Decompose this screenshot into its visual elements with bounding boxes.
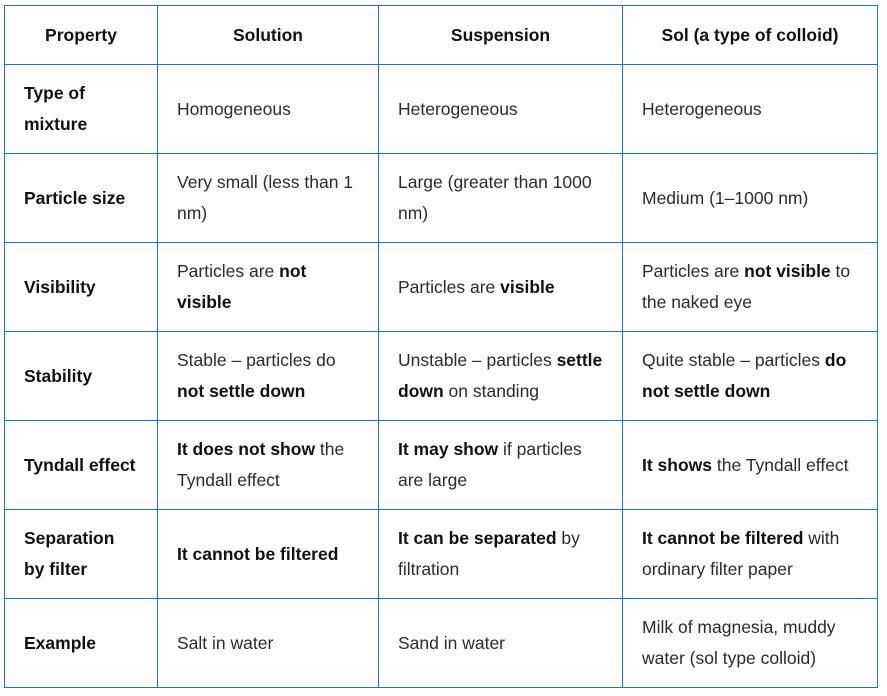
cell-emphasis: It does not show xyxy=(177,439,316,459)
row-property-label: Stability xyxy=(5,332,158,421)
row-property-label: Visibility xyxy=(5,243,158,332)
cell-text: to the naked eye xyxy=(642,261,851,312)
cell-emphasis: It may show xyxy=(398,439,499,459)
table-row xyxy=(5,332,878,421)
sol-cell: Heterogeneous xyxy=(623,65,878,154)
row-property-label: Separation by filter xyxy=(5,510,158,599)
cell-emphasis: do not settle down xyxy=(642,350,847,401)
sol-cell xyxy=(623,421,878,510)
cell-text: Unstable – particles xyxy=(398,350,557,370)
cell-text: the Tyndall effect xyxy=(712,454,849,475)
cell-text: Quite stable – particles xyxy=(642,350,825,370)
cell-emphasis: It cannot be filtered xyxy=(642,528,804,548)
suspension-cell xyxy=(379,332,623,421)
suspension-cell xyxy=(379,510,623,599)
suspension-cell: Large (greater than 1000 nm) xyxy=(379,154,623,243)
row-property-label: Tyndall effect xyxy=(5,421,158,510)
header-solution: Solution xyxy=(158,6,379,65)
table-row xyxy=(5,65,878,154)
table-row xyxy=(5,421,878,510)
cell-text: with ordinary filter paper xyxy=(642,528,840,579)
cell-emphasis: It cannot be filtered xyxy=(177,543,339,564)
row-property-label: Particle size xyxy=(5,154,158,243)
comparison-table xyxy=(4,5,878,688)
solution-cell: Very small (less than 1 nm) xyxy=(158,154,379,243)
cell-text: Particles are xyxy=(398,276,501,297)
cell-text: on standing xyxy=(443,381,540,401)
header-sol: Sol (a type of colloid) xyxy=(623,6,878,65)
sol-cell xyxy=(623,332,878,421)
cell-emphasis: not settle down xyxy=(177,381,306,401)
solution-cell xyxy=(158,243,379,332)
solution-cell xyxy=(158,332,379,421)
cell-text: the Tyndall effect xyxy=(177,439,345,490)
solution-cell: Salt in water xyxy=(158,599,379,688)
solution-cell: Homogeneous xyxy=(158,65,379,154)
cell-emphasis: not visible xyxy=(177,261,307,312)
solution-cell xyxy=(158,421,379,510)
cell-text: by filtration xyxy=(398,528,580,579)
sol-cell: Medium (1–1000 nm) xyxy=(623,154,878,243)
cell-emphasis: It shows xyxy=(642,454,713,475)
cell-text: Stable – particles do xyxy=(177,350,336,370)
header-suspension: Suspension xyxy=(379,6,623,65)
table-row xyxy=(5,154,878,243)
cell-text: Particles are xyxy=(177,261,280,281)
table-row xyxy=(5,243,878,332)
suspension-cell xyxy=(379,243,623,332)
header-property: Property xyxy=(5,6,158,65)
suspension-cell: Heterogeneous xyxy=(379,65,623,154)
cell-emphasis: It can be separated xyxy=(398,528,557,548)
solution-cell xyxy=(158,510,379,599)
cell-text: if particles are large xyxy=(398,439,582,490)
row-property-label: Type of mixture xyxy=(5,65,158,154)
cell-emphasis: settle down xyxy=(398,350,603,401)
row-property-label: Example xyxy=(5,599,158,688)
cell-emphasis: not visible xyxy=(744,261,831,281)
table-row xyxy=(5,599,878,688)
suspension-cell: Sand in water xyxy=(379,599,623,688)
cell-text: Particles are xyxy=(642,261,745,281)
sol-cell xyxy=(623,243,878,332)
suspension-cell xyxy=(379,421,623,510)
sol-cell xyxy=(623,510,878,599)
table-row xyxy=(5,510,878,599)
sol-cell: Milk of magnesia, muddy water (sol type colloid) xyxy=(623,599,878,688)
cell-emphasis: visible xyxy=(500,276,555,297)
header-row xyxy=(5,6,878,65)
